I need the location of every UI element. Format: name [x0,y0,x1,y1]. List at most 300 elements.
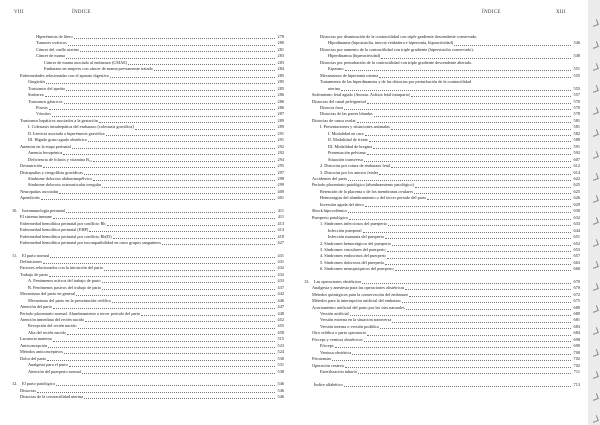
toc-entry-text: Sialorrea [28,92,44,98]
toc-page-number: 446 [277,297,284,303]
toc-page-number: 297 [277,169,284,175]
toc-entry-title [320,266,394,272]
toc-entry-text: Anticoncepción [20,342,48,348]
toc-entry-text: Mecanismo del parto en la presentación cefálica [28,297,111,303]
toc-entry-text: Mecanismos de hipertonía uterina [320,72,379,78]
toc-entry-text: Hipodinamia (hiposistolia, inercia verdadera e hipertonía, hipoactividad) [328,40,454,46]
toc-entry-text: Analgesia y anestesia para las operaciones obstétricas [312,285,405,291]
toc-page-number: 280 [277,40,284,46]
toc-entry-text: Distocias por aumento de la contractilidad con triple gradiente (hipersistolia conservado). [320,46,474,52]
dot-leader [332,360,571,361]
dot-leader [348,212,571,213]
edge-tick-icon [591,261,599,269]
dot-leader [64,103,275,104]
toc-page-number: 651 [573,234,580,240]
toc-entry-title [28,369,81,375]
toc-entry-text: El sistema inmune [20,214,52,220]
dot-leader [387,251,571,252]
toc-entry-text: Fórceps [320,343,334,349]
toc-page-number: 663 [573,259,580,265]
toc-page-number: 702 [573,362,580,368]
dot-leader [113,238,275,239]
toc-page-number: 657 [573,253,580,259]
dot-leader [349,219,571,220]
edge-tick-icon [591,151,599,159]
dot-leader [385,264,571,265]
dot-leader [128,64,275,65]
toc-entry-text: Distocia ósea [320,104,344,110]
toc-page-number: 291 [277,137,284,143]
dot-leader [409,296,571,297]
toc-entry-text: Distocias [20,387,36,393]
dot-leader [88,141,275,142]
toc-page-number: 672 [573,291,580,297]
toc-page-number: 437 [277,284,284,290]
toc-entry-title [320,79,471,85]
toc-page-number: 653 [573,246,580,252]
toc-entry-text: Métodos anticonceptivos [20,349,64,355]
dot-leader [102,289,275,290]
toc-entry-text: Versión artificial [320,311,349,317]
toc-entry-text: Trastornos gástricos [28,98,63,104]
toc-page-number: 548 [573,53,580,59]
dot-leader [405,289,571,290]
dot-leader [402,302,571,303]
dot-leader [395,270,571,271]
dot-leader [357,122,571,123]
edge-tick-icon [591,173,599,181]
edge-tick-icon [591,393,599,401]
toc-entry-text: Infección mamaria del puerperio [328,234,385,240]
dot-leader [352,354,571,355]
toc-page-number: 291 [277,130,284,136]
dot-leader [141,315,275,316]
toc-entry-text: Gingivitis [28,79,46,85]
toc-entry-text: 3. Síndromes vasculares del puerperio [320,246,386,252]
toc-entry-text: II. Modalidad de frente [328,137,368,143]
toc-page-number: 292 [277,150,284,156]
edge-tick-icon [591,129,599,137]
right-toc-column [304,34,580,388]
toc-page-number: 285 [277,85,284,91]
toc-entry-text: Vómitos [36,111,51,117]
toc-entry-text: I. Modalidad en cara [328,130,364,136]
dot-leader [379,77,571,78]
toc-page-number: 551 [573,66,580,72]
toc-page-number: 555 [573,85,580,91]
toc-entry-text: Síndrome doloroso abdominopélvico [28,175,92,181]
toc-page-number: 546 [277,394,284,400]
dot-leader [392,245,571,246]
toc-entry-text: Recepción del recién nacido [28,323,77,329]
toc-page-number: 690 [573,343,580,349]
toc-entry-text: 1. Síndromes infecciosos del puerperio [320,221,387,227]
toc-page-number: 285 [277,79,284,85]
toc-page-number: 401 [277,195,284,201]
toc-entry-text: Enfermedad hemolítica perinatal por conflicto Rh(D) [20,233,112,239]
toc-page-number: 286 [277,98,284,104]
toc-page-number: 644 [573,227,580,233]
toc-entry-title [304,382,343,388]
toc-entry-text: Shock hipovolémico [312,208,348,214]
toc-entry-text: Enfermedad hemolítica perinatal (EHP) [20,227,89,233]
toc-page-number: 581 [573,117,580,123]
toc-entry-text: Cáncer de mama asociado al embarazo (CMAE) [44,59,128,65]
dot-leader [380,328,571,329]
toc-page-number: 690 [573,336,580,342]
toc-page-number: 588 [573,137,580,143]
edge-tick-icon [591,305,599,313]
dot-leader [154,70,275,71]
toc-page-number: 411 [277,207,284,213]
toc-entry-text: Distocias por disminución de la contractilidad con triple gradiente descendente conservado. [320,34,478,39]
dot-leader [414,193,571,194]
toc-entry-text: Analgesia para el parto [28,362,68,368]
toc-entry[interactable] [12,394,284,400]
toc-page-number: 538 [277,368,284,374]
toc-entry-text: Trastornos del apetito [28,85,66,91]
dot-leader [67,334,275,335]
toc-page-number: 683 [573,323,580,329]
toc-page-number: 546 [277,381,284,387]
dot-leader [341,90,571,91]
dot-leader [52,116,275,117]
toc-entry-text: Las operaciones obstétricas [314,278,362,284]
dot-leader [72,148,275,149]
toc-page-number: 668 [573,266,580,272]
toc-entry-text: Tumores ováricos [36,40,67,46]
dot-leader [358,373,571,374]
toc-page-number: 625 [573,188,580,194]
dot-leader [74,38,275,39]
edge-tick-icon [591,19,599,27]
toc-entry-text: Índice alfabético [314,381,343,387]
toc-page-number: 713 [573,381,580,387]
dot-leader [104,270,275,271]
left-toc-column [12,34,284,400]
dot-leader [391,129,571,130]
toc-entry-text: Isoinmunología perinatal [22,207,66,213]
toc-entry-text: Definiciones [20,258,42,264]
toc-entry-text: Embarazo en mujeres con cáncer de mama previamente tratado [44,66,153,72]
toc-entry-text: 2. Síndromes hemorrágicos del puerperio [320,240,391,246]
dot-leader [47,360,275,361]
toc-entry-text: Presentación pelviana [328,150,366,156]
toc-page-number: 531 [277,362,284,368]
toc-entry-text: Fórceps y ventosa obstétricos [312,336,363,342]
edge-tick-icon [591,349,599,357]
toc-page-number: 630 [573,208,580,214]
toc-page-number: 546 [573,40,580,46]
dot-leader [66,212,275,213]
toc-page-number: 289 [277,124,284,130]
toc-page-number: 285 [277,72,284,78]
dot-leader [43,167,275,168]
toc-entry-text: Alta del recién nacido [28,329,66,335]
toc-page-number: 633 [573,221,580,227]
toc-entry-text: Distocias de la contractilidad uterina [20,394,83,400]
toc-page-number: 299 [277,182,284,188]
toc-entry-text: Versión externa en la situación transversa [320,317,392,323]
toc-entry-text: El parto patológico [22,381,55,387]
toc-entry-text: Anemia ferropénica [28,150,63,156]
dot-leader [82,373,275,374]
toc-page-number: 292 [277,143,284,149]
toc-entry-text: uterina [328,85,340,91]
toc-entry-text: Infección puerperal [328,227,362,233]
toc-page-number: 546 [277,387,284,393]
dot-leader [49,276,275,277]
toc-entry-text: Hiperdinamia (hiperactividad) [328,53,381,59]
dot-leader [49,109,275,110]
dot-leader [454,45,571,46]
dot-leader [364,341,571,342]
toc-entry-text: Métodos quirúrgicos para la conservación del embarazo [312,291,409,297]
dot-leader [63,154,275,155]
toc-page-number: 625 [573,182,580,188]
dot-leader [392,322,571,323]
toc-entry-text: Neuropatías asociadas [20,188,59,194]
toc-page-number: 614 [573,169,580,175]
toc-entry-text: Cáncer del cuello uterino [36,46,80,52]
toc-entry-text: Acortamiento artificial del parto por las vías naturales [312,304,405,310]
dot-leader [374,116,571,117]
toc-entry-text: Mecanismo del parto en general [20,291,76,297]
toc-page-number: 458 [277,329,284,335]
toc-page-number: 684 [573,330,580,336]
edge-tick-icon [591,327,599,335]
dot-leader [106,135,275,136]
toc-page-number: 448 [277,310,284,316]
page-edge-strip [588,0,600,425]
dot-leader [76,295,275,296]
toc-page-number: 702 [573,356,580,362]
dot-leader [363,232,571,233]
toc-page-number: 414 [277,227,284,233]
toc-entry-text: Pirosis [36,104,48,110]
edge-tick-icon [591,415,599,423]
dot-leader [345,70,571,71]
toc-page-number: 581 [573,124,580,130]
dot-leader [66,90,275,91]
toc-entry-text: Trabajo de parto [20,271,49,277]
dot-leader [415,187,571,188]
toc-page-number: 432 [277,265,284,271]
toc-chapter-entry[interactable] [304,382,580,388]
toc-page-number: 570 [573,104,580,110]
edge-tick-icon [591,195,599,203]
edge-tick-icon [591,283,599,291]
dot-leader [107,225,275,226]
toc-page-number: 432 [277,271,284,277]
toc-page-number: 286 [277,104,284,110]
dot-leader [93,180,275,181]
toc-page-number: 700 [573,349,580,355]
dot-leader [373,148,571,149]
toc-page-number: 711 [573,369,580,375]
dot-leader [53,308,275,309]
dot-leader [411,96,571,97]
toc-entry-title [20,195,40,201]
dot-leader [85,321,275,322]
toc-entry-text: Distrapulías y riesgofilias gravídicas [20,169,83,175]
toc-entry-text: 3. Distocias por los anexos fetales [320,169,379,175]
dot-leader [99,122,275,123]
toc-page-number: 281 [277,46,284,52]
dot-leader [69,366,275,367]
toc-entry-text: Inversión aguda del útero [320,201,364,207]
edge-tick-icon [591,85,599,93]
toc-entry-text: Distocias de causa ovular [312,117,356,123]
dot-leader [93,161,275,162]
dot-leader [43,263,275,264]
dot-leader [56,385,275,386]
toc-entry-text: Distocias de las partes blandas [320,111,373,117]
toc-page-number: 622 [573,175,580,181]
toc-page-number: 278 [277,34,284,39]
dot-leader [46,83,275,84]
toc-entry-text: Situación transversa [328,156,363,162]
toc-entry-text: 2. Distocias por rotura de embarazo fetal [320,163,391,169]
toc-page-number: 298 [277,175,284,181]
toc-entry-text: Deficiencia de folatos y vitamina B₁₂ [28,156,92,162]
right-page-number: XIII [556,10,566,15]
dot-leader [364,161,571,162]
toc-entry-text: 4. Síndromes endocrinos del puerperio [320,253,387,259]
dot-leader [365,206,571,207]
toc-page-number: 431 [277,252,284,258]
toc-page-number: 433 [277,278,284,284]
toc-entry-text: Período placentario normal. Alumbramiento a tercer período del parto [20,310,141,316]
toc-page-number: 681 [573,317,580,323]
dot-leader [367,154,571,155]
toc-entry-text: Esterilización tubaria [320,369,357,375]
dot-leader [344,386,571,387]
toc-entry-text: Accidentes del parto [312,175,348,181]
chapter-number: 11. [12,252,18,258]
dot-leader [427,199,571,200]
toc-page-number: 670 [573,278,580,284]
toc-page-number: 427 [277,240,284,246]
toc-page-number: 557 [573,92,580,98]
toc-page-number: 418 [277,233,284,239]
toc-entry-text: I. Colestasis intrahepática del embarazo (colestasis gravídica) [28,124,134,130]
toc-entry-text: Dolor del parto [20,355,47,361]
dot-leader [406,309,571,310]
dot-leader [45,96,275,97]
toc-entry-text: Ventosa obstétrica [320,349,352,355]
dot-leader [102,187,275,188]
toc-page-number: 530 [277,355,284,361]
toc-page-number: 287 [277,111,284,117]
dot-leader [110,77,275,78]
toc-entry-text: Retención de la placenta o de los membranas ovulares [320,188,414,194]
dot-leader [80,51,275,52]
toc-page-number: 524 [277,349,284,355]
toc-page-number: 555 [573,72,580,78]
toc-page-number: 680 [573,304,580,310]
toc-entry-text: Puerperio patológico [312,214,348,220]
dot-leader [50,257,275,258]
toc-entry-text: Hemorragias del alumbramiento o del tercer período del parto [320,195,427,201]
dot-leader [41,199,275,200]
toc-entry-text: Fetotomías [312,356,332,362]
toc-page-number: 411 [277,214,284,220]
toc-entry-text: Distocias del canal pelvigenital [312,98,366,104]
edge-tick-icon [591,239,599,247]
toc-entry-text: Enfermedad hemolítica perinatal por conflicto Rh [20,220,106,226]
toc-page-number: 680 [573,311,580,317]
toc-page-number: 591 [573,143,580,149]
toc-entry-text: Hiperémesis de litero [36,34,73,39]
toc-entry-text: II. Ictericia asociada a hiperémesis gravídica [28,130,105,136]
dot-leader [345,367,571,368]
dot-leader [162,244,275,245]
toc-page-number: 295 [277,163,284,169]
toc-entry-text: 6. Síndromes neuropsíquicos del puerperio [320,266,394,272]
chapter-number: 13. [304,278,310,284]
toc-page-number: 442 [277,291,284,297]
toc-entry-text: El parto normal [22,252,49,258]
toc-page-number: 629 [573,201,580,207]
edge-tick-icon [591,371,599,379]
dot-leader [387,258,571,259]
toc-entry-text: Atención inmediata del recién nacido [20,317,85,323]
toc-entry-text: Operación cesárea [312,362,344,368]
toc-page-number: 626 [573,195,580,201]
dot-leader [367,103,571,104]
toc-entry-text: Período placentario patológico (alumbramiento patológico) [312,182,414,188]
dot-leader [348,180,571,181]
right-page-label: ÍNDICE [482,10,501,15]
toc-page-number: 447 [277,304,284,310]
toc-entry-text: Trastornos hepáticos asociados a la gestación [20,117,98,123]
toc-page-number: 523 [277,342,284,348]
dot-leader [112,302,275,303]
toc-entry-text: Sufrimiento fetal agudo (Anoxia. Asfixia fetal intraparto) [312,92,411,98]
dot-leader [48,347,275,348]
toc-entry-text: III. Hígado graso agudo obstétrico [28,137,88,143]
toc-entry-title [20,240,161,246]
toc-entry-text: Métodos para la interrupción artificial del embarazo [312,298,402,304]
toc-entry-text: Cáncer de mama [36,53,65,59]
toc-page-number: 289 [277,117,284,123]
dot-leader [53,218,275,219]
toc-entry-title [20,394,83,400]
toc-page-number: 582 [573,130,580,136]
toc-page-number: 652 [573,240,580,246]
dot-leader [388,225,571,226]
toc-page-number: 592 [573,150,580,156]
toc-entry-text: Espasmo [328,66,344,72]
toc-page-number: 675 [573,298,580,304]
left-page-number: VIII [14,10,24,15]
dot-leader [84,174,275,175]
toc-entry-text: Distocias por perturbación de la contractilidad con triple gradiente descendente alterado. [320,59,473,65]
toc-entry-text: Atención del puerperio normal [28,368,81,374]
dot-leader [391,167,571,168]
toc-page-number: 515 [277,336,284,342]
toc-entry-text: Enfermedad hemolítica perinatal por incompatibilidad en otros grupos sanguíneos [20,240,162,246]
toc-entry-text: B. Fenómenos pasivos del trabajo de parto [28,284,102,290]
toc-page-number: 607 [573,156,580,162]
toc-page-number: 413 [277,220,284,226]
edge-tick-icon [591,63,599,71]
dot-leader [68,45,275,46]
toc-entry-text: Desnutrición [20,163,43,169]
left-page-label: ÍNDICE [72,10,91,15]
toc-entry-text: Síndrome doloroso osteoarticular irregular [28,182,102,188]
